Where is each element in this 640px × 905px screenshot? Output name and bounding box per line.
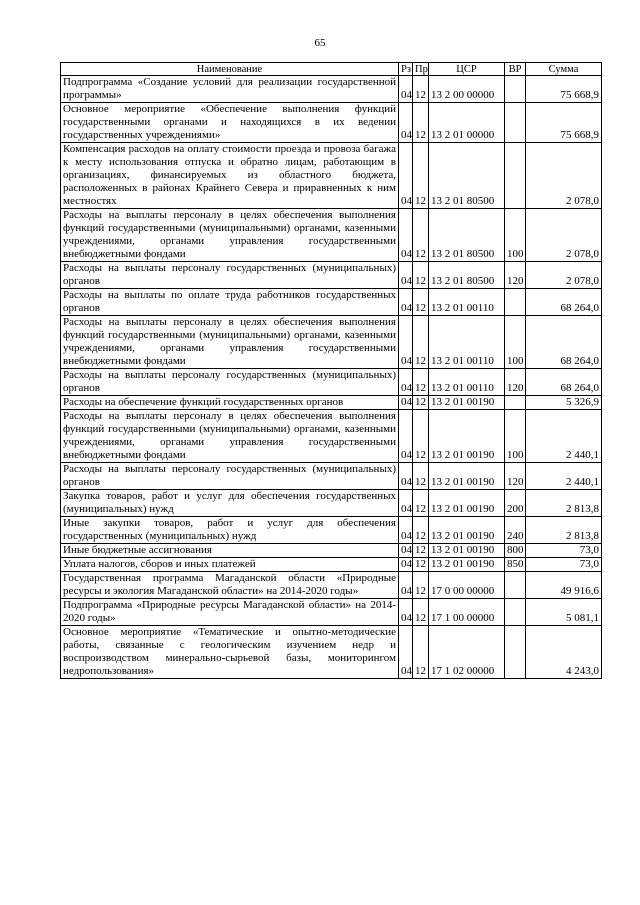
row-name: Основное мероприятие «Тематические и опытно-методические работы, связанные с геологическим изучением недр и воспроизводством минерально-сырьевой базы, мониторингом недропользования» xyxy=(61,626,399,679)
row-pr: 12 xyxy=(413,209,429,262)
row-sum: 73,0 xyxy=(526,544,602,558)
row-csr: 13 2 01 80500 xyxy=(429,143,505,209)
row-name: Иные бюджетные ассигнования xyxy=(61,544,399,558)
row-name: Уплата налогов, сборов и иных платежей xyxy=(61,558,399,572)
row-pr: 12 xyxy=(413,262,429,289)
row-pr: 12 xyxy=(413,289,429,316)
row-pr: 12 xyxy=(413,599,429,626)
table-row xyxy=(61,262,602,289)
table-row xyxy=(61,209,602,262)
row-csr: 13 2 01 00000 xyxy=(429,103,505,143)
row-rz: 04 xyxy=(399,103,413,143)
row-csr: 13 2 01 00190 xyxy=(429,544,505,558)
col-header-vr: ВР xyxy=(505,63,526,76)
budget-table xyxy=(60,62,602,679)
row-name: Подпрограмма «Природные ресурсы Магаданской области» на 2014-2020 годы» xyxy=(61,599,399,626)
row-pr: 12 xyxy=(413,517,429,544)
row-vr xyxy=(505,626,526,679)
row-csr: 13 2 01 00190 xyxy=(429,410,505,463)
row-rz: 04 xyxy=(399,463,413,490)
row-sum: 49 916,6 xyxy=(526,572,602,599)
row-sum: 75 668,9 xyxy=(526,103,602,143)
row-sum: 2 078,0 xyxy=(526,143,602,209)
row-vr: 120 xyxy=(505,369,526,396)
row-name: Расходы на выплаты персоналу государственных (муниципальных) органов xyxy=(61,262,399,289)
row-vr: 100 xyxy=(505,209,526,262)
table-row xyxy=(61,289,602,316)
row-rz: 04 xyxy=(399,262,413,289)
row-csr: 13 2 01 00190 xyxy=(429,558,505,572)
row-sum: 73,0 xyxy=(526,558,602,572)
row-sum: 2 078,0 xyxy=(526,209,602,262)
row-rz: 04 xyxy=(399,369,413,396)
row-rz: 04 xyxy=(399,316,413,369)
row-name: Закупка товаров, работ и услуг для обеспечения государственных (муниципальных) нужд xyxy=(61,490,399,517)
row-pr: 12 xyxy=(413,103,429,143)
table-row xyxy=(61,369,602,396)
row-sum: 75 668,9 xyxy=(526,76,602,103)
row-sum: 68 264,0 xyxy=(526,369,602,396)
col-header-rz: Рз xyxy=(399,63,413,76)
row-sum: 2 078,0 xyxy=(526,262,602,289)
col-header-csr: ЦСР xyxy=(429,63,505,76)
table-row xyxy=(61,572,602,599)
row-sum: 2 813,8 xyxy=(526,517,602,544)
row-name: Иные закупки товаров, работ и услуг для обеспечения государственных (муниципальных) нужд xyxy=(61,517,399,544)
row-csr: 13 2 01 00110 xyxy=(429,369,505,396)
row-vr: 200 xyxy=(505,490,526,517)
row-sum: 2 813,8 xyxy=(526,490,602,517)
row-name: Расходы на выплаты персоналу в целях обеспечения выполнения функций государственными (муниципальными) органами, казенными учреждениями, органами управления государственными внебюджетными фондами xyxy=(61,410,399,463)
row-vr xyxy=(505,572,526,599)
table-header-row xyxy=(61,63,602,76)
row-name: Расходы на выплаты персоналу государственных (муниципальных) органов xyxy=(61,463,399,490)
row-csr: 13 2 01 00190 xyxy=(429,396,505,410)
row-name: Расходы на выплаты персоналу в целях обеспечения выполнения функций государственными (муниципальными) органами, казенными учреждениями, органами управления государственными внебюджетными фондами xyxy=(61,316,399,369)
row-rz: 04 xyxy=(399,490,413,517)
row-vr: 100 xyxy=(505,316,526,369)
row-pr: 12 xyxy=(413,369,429,396)
row-csr: 13 2 01 00190 xyxy=(429,517,505,544)
row-vr xyxy=(505,103,526,143)
row-vr: 240 xyxy=(505,517,526,544)
row-csr: 13 2 01 80500 xyxy=(429,262,505,289)
row-csr: 13 2 01 80500 xyxy=(429,209,505,262)
row-name: Основное мероприятие «Обеспечение выполнения функций государственными органами и находящихся в их ведении государственных учреждениями» xyxy=(61,103,399,143)
table-row xyxy=(61,599,602,626)
table-row xyxy=(61,143,602,209)
row-pr: 12 xyxy=(413,558,429,572)
row-csr: 13 2 01 00110 xyxy=(429,316,505,369)
row-csr: 17 1 02 00000 xyxy=(429,626,505,679)
row-name: Компенсация расходов на оплату стоимости проезда и провоза багажа к месту использования отпуска и обратно лицам, работающим в организациях, финансируемых из областного бюджета, расположенных в районах Крайнего Севера и приравненных к ним местностях xyxy=(61,143,399,209)
page-number: 65 xyxy=(314,37,326,49)
table-row xyxy=(61,103,602,143)
row-name: Расходы на выплаты персоналу в целях обеспечения выполнения функций государственными (муниципальными) органами, казенными учреждениями, органами управления государственными внебюджетными фондами xyxy=(61,209,399,262)
row-pr: 12 xyxy=(413,396,429,410)
row-sum: 5 326,9 xyxy=(526,396,602,410)
table-row xyxy=(61,316,602,369)
row-vr xyxy=(505,76,526,103)
row-vr: 850 xyxy=(505,558,526,572)
row-rz: 04 xyxy=(399,209,413,262)
row-rz: 04 xyxy=(399,143,413,209)
row-vr: 800 xyxy=(505,544,526,558)
row-csr: 13 2 01 00110 xyxy=(429,289,505,316)
row-sum: 4 243,0 xyxy=(526,626,602,679)
row-rz: 04 xyxy=(399,517,413,544)
table-row xyxy=(61,490,602,517)
row-sum: 5 081,1 xyxy=(526,599,602,626)
row-vr xyxy=(505,599,526,626)
row-rz: 04 xyxy=(399,544,413,558)
row-pr: 12 xyxy=(413,410,429,463)
table-row xyxy=(61,544,602,558)
row-rz: 04 xyxy=(399,396,413,410)
table-row xyxy=(61,463,602,490)
row-vr xyxy=(505,289,526,316)
row-rz: 04 xyxy=(399,410,413,463)
row-pr: 12 xyxy=(413,572,429,599)
row-pr: 12 xyxy=(413,316,429,369)
table-row xyxy=(61,396,602,410)
row-rz: 04 xyxy=(399,599,413,626)
row-csr: 13 2 01 00190 xyxy=(429,490,505,517)
row-vr: 100 xyxy=(505,410,526,463)
col-header-sum: Сумма xyxy=(526,63,602,76)
row-name: Расходы на обеспечение функций государственных органов xyxy=(61,396,399,410)
row-pr: 12 xyxy=(413,626,429,679)
row-csr: 17 1 00 00000 xyxy=(429,599,505,626)
row-name: Расходы на выплаты по оплате труда работников государственных органов xyxy=(61,289,399,316)
row-rz: 04 xyxy=(399,572,413,599)
col-header-name: Наименование xyxy=(61,63,399,76)
row-name: Расходы на выплаты персоналу государственных (муниципальных) органов xyxy=(61,369,399,396)
row-sum: 68 264,0 xyxy=(526,316,602,369)
row-sum: 68 264,0 xyxy=(526,289,602,316)
row-csr: 17 0 00 00000 xyxy=(429,572,505,599)
row-vr: 120 xyxy=(505,262,526,289)
row-rz: 04 xyxy=(399,626,413,679)
row-rz: 04 xyxy=(399,558,413,572)
row-rz: 04 xyxy=(399,289,413,316)
row-name: Государственная программа Магаданской области «Природные ресурсы и экология Магаданской области» на 2014-2020 годы» xyxy=(61,572,399,599)
row-pr: 12 xyxy=(413,76,429,103)
row-vr: 120 xyxy=(505,463,526,490)
table-row xyxy=(61,410,602,463)
table-row xyxy=(61,76,602,103)
row-sum: 2 440,1 xyxy=(526,410,602,463)
table-row xyxy=(61,558,602,572)
row-vr xyxy=(505,143,526,209)
row-pr: 12 xyxy=(413,143,429,209)
row-pr: 12 xyxy=(413,544,429,558)
table-row xyxy=(61,626,602,679)
row-pr: 12 xyxy=(413,490,429,517)
row-csr: 13 2 01 00190 xyxy=(429,463,505,490)
row-pr: 12 xyxy=(413,463,429,490)
row-vr xyxy=(505,396,526,410)
table-body xyxy=(61,76,602,679)
row-rz: 04 xyxy=(399,76,413,103)
col-header-pr: Пр xyxy=(413,63,429,76)
row-name: Подпрограмма «Создание условий для реализации государственной программы» xyxy=(61,76,399,103)
row-sum: 2 440,1 xyxy=(526,463,602,490)
table-row xyxy=(61,517,602,544)
row-csr: 13 2 00 00000 xyxy=(429,76,505,103)
